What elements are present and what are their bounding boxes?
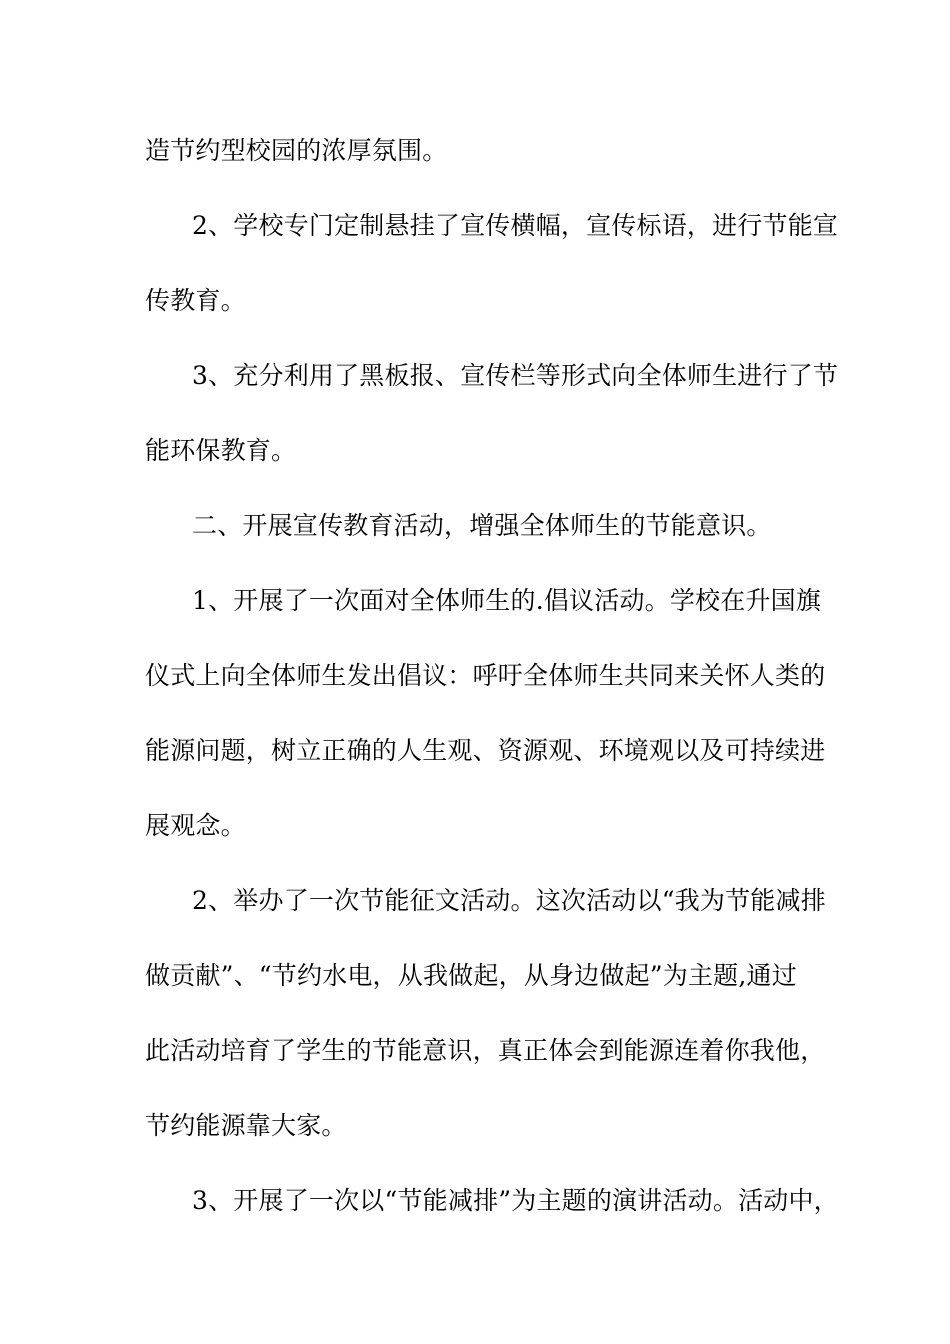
- text-line: 2、学校专门定制悬挂了宣传横幅，宣传标语，进行节能宣: [192, 211, 839, 240]
- text-line: 能环保教育。: [145, 436, 297, 465]
- text-line: 3、充分利用了黑板报、宣传栏等形式向全体师生进行了节: [192, 361, 839, 390]
- text-line: 造节约型校园的浓厚氛围。: [145, 136, 448, 165]
- section-heading: 二、开展宣传教育活动，增强全体师生的节能意识。: [192, 511, 772, 540]
- text-line: 1、开展了一次面对全体师生的.倡议活动。学校在升国旗: [192, 586, 822, 615]
- text-line: 3、开展了一次以“节能减排”为主题的演讲活动。活动中，: [192, 1186, 839, 1215]
- text-line: 传教育。: [145, 286, 246, 315]
- text-line: 做贡献”、“节约水电，从我做起，从身边做起”为主题,通过: [145, 961, 797, 990]
- text-line: 2、举办了一次节能征文活动。这次活动以“我为节能减排: [192, 886, 826, 915]
- text-line: 能源问题，树立正确的人生观、资源观、环境观以及可持续进: [145, 736, 826, 765]
- text-line: 仪式上向全体师生发出倡议：呼吁全体师生共同来关怀人类的: [145, 661, 826, 690]
- text-line: 展观念。: [145, 811, 246, 840]
- text-line: 此活动培育了学生的节能意识，真正体会到能源连着你我他，: [145, 1036, 826, 1065]
- text-line: 节约能源靠大家。: [145, 1111, 347, 1140]
